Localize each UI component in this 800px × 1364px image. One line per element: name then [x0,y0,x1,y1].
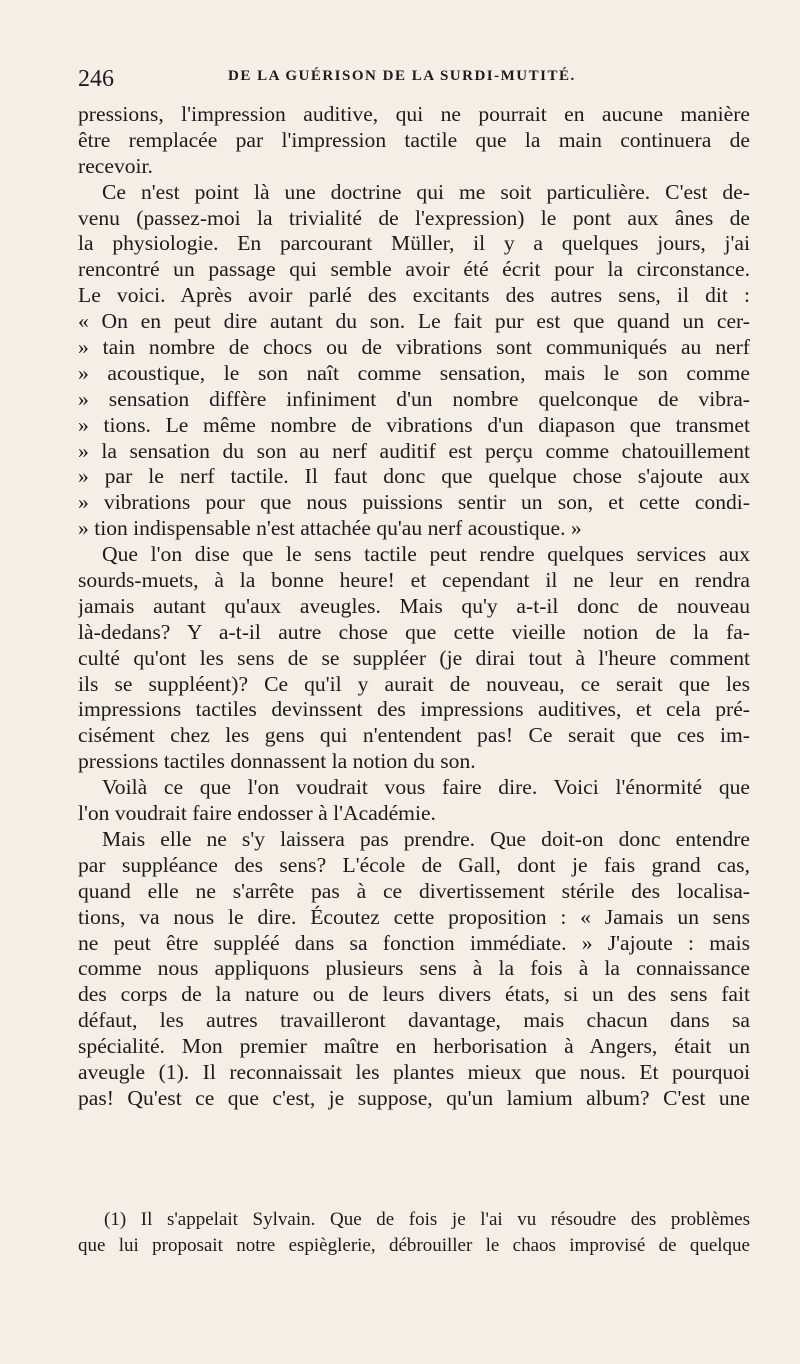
text-line: Que l'on dise que le sens tactile peut rendre quelques services aux [102,542,750,567]
text-line: » tion indispensable n'est attachée qu'au nerf acoustique. » [78,516,582,541]
text-line: spécialité. Mon premier maître en herborisation à Angers, était un [78,1034,750,1059]
footnotes [78,1207,750,1259]
text-line: pressions, l'impression auditive, qui ne pourrait en aucune manière [78,102,750,126]
text-line: » la sensation du son au nerf auditif est perçu comme chatouillement [78,438,750,463]
text-line: pas! Qu'est ce que c'est, je suppose, qu'un lamium album? C'est une [78,1085,750,1110]
text-line: » tions. Le même nombre de vibrations d'un diapason que transmet [78,412,750,437]
text-line: l'on voudrait faire endosser à l'Académie. [78,801,436,826]
text-line: sourds-muets, à la bonne heure! et cependant il ne leur en rendra [78,568,750,593]
text-line: ne peut être suppléé dans sa fonction immédiate. » J'ajoute : mais [78,930,750,955]
text-line: » tain nombre de chocs ou de vibrations sont communiqués au nerf [78,335,750,360]
text-line: pressions tactiles donnassent la notion du son. [78,749,476,774]
text-line: défaut, les autres travailleront davantage, mais chacun dans sa [78,1008,750,1033]
text-line: « On en peut dire autant du son. Le fait pur est que quand un cer- [78,309,750,334]
text-line: des corps de la nature ou de leurs divers états, si un des sens fait [78,982,750,1007]
text-line: Voilà ce que l'on voudrait vous faire dire. Voici l'énormité que [102,775,750,800]
text-line: là-dedans? Y a-t-il autre chose que cette vieille notion de la fa- [78,619,750,644]
text-line: être remplacée par l'impression tactile que la main continuera de [78,127,750,152]
text-line: aveugle (1). Il reconnaissait les plantes mieux que nous. Et pourquoi [78,1059,750,1084]
text-line: » sensation diffère infiniment d'un nombre quelconque de vibra- [78,386,750,411]
footnote-line: que lui proposait notre espièglerie, débrouiller le chaos improvisé de quelque [78,1235,750,1256]
text-line: quand elle ne s'arrête pas à ce divertissement stérile des localisa- [78,878,750,903]
page-number: 246 [78,66,114,92]
text-line: Ce n'est point là une doctrine qui me soit particulière. C'est de- [102,179,750,204]
text-line: jamais autant qu'aux aveugles. Mais qu'y a-t-il donc de nouveau [78,593,750,618]
text-line: la physiologie. En parcourant Müller, il y a quelques jours, j'ai [78,231,750,256]
text-line: » par le nerf tactile. Il faut donc que quelque chose s'ajoute aux [78,464,750,489]
body-text [78,102,750,1112]
text-line: Mais elle ne s'y laissera pas prendre. Que doit-on donc entendre [102,826,750,851]
text-line: ils se suppléent)? Ce qu'il y aurait de nouveau, ce serait que les [78,671,750,696]
text-line: » vibrations pour que nous puissions sentir un son, et cette condi- [78,490,750,515]
text-line: culté qu'ont les sens de se suppléer (je dirai tout à l'heure comment [78,645,750,670]
text-line: Le voici. Après avoir parlé des excitants des autres sens, il dit : [78,283,750,308]
text-line: impressions tactiles devinssent des impressions auditives, et cela pré- [78,697,750,722]
text-line: rencontré un passage qui semble avoir été écrit pour la circonstance. [78,257,750,282]
text-line: venu (passez-moi la trivialité de l'expression) le pont aux ânes de [78,205,750,230]
text-line: tions, va nous le dire. Écoutez cette proposition : « Jamais un sens [78,904,750,929]
text-line: cisément chez les gens qui n'entendent pas! Ce serait que ces im- [78,723,750,748]
text-line: par suppléance des sens? L'école de Gall, dont je fais grand cas, [78,852,750,877]
text-line: » acoustique, le son naît comme sensation, mais le son comme [78,360,750,385]
text-line: comme nous appliquons plusieurs sens à la fois à la connaissance [78,956,750,981]
running-title: DE LA GUÉRISON DE LA SURDI-MUTITÉ. [228,68,576,84]
page-header [78,58,750,98]
footnote-line: (1) Il s'appelait Sylvain. Que de fois je l'ai vu résoudre des problèmes [104,1209,750,1230]
text-line: recevoir. [78,153,153,178]
